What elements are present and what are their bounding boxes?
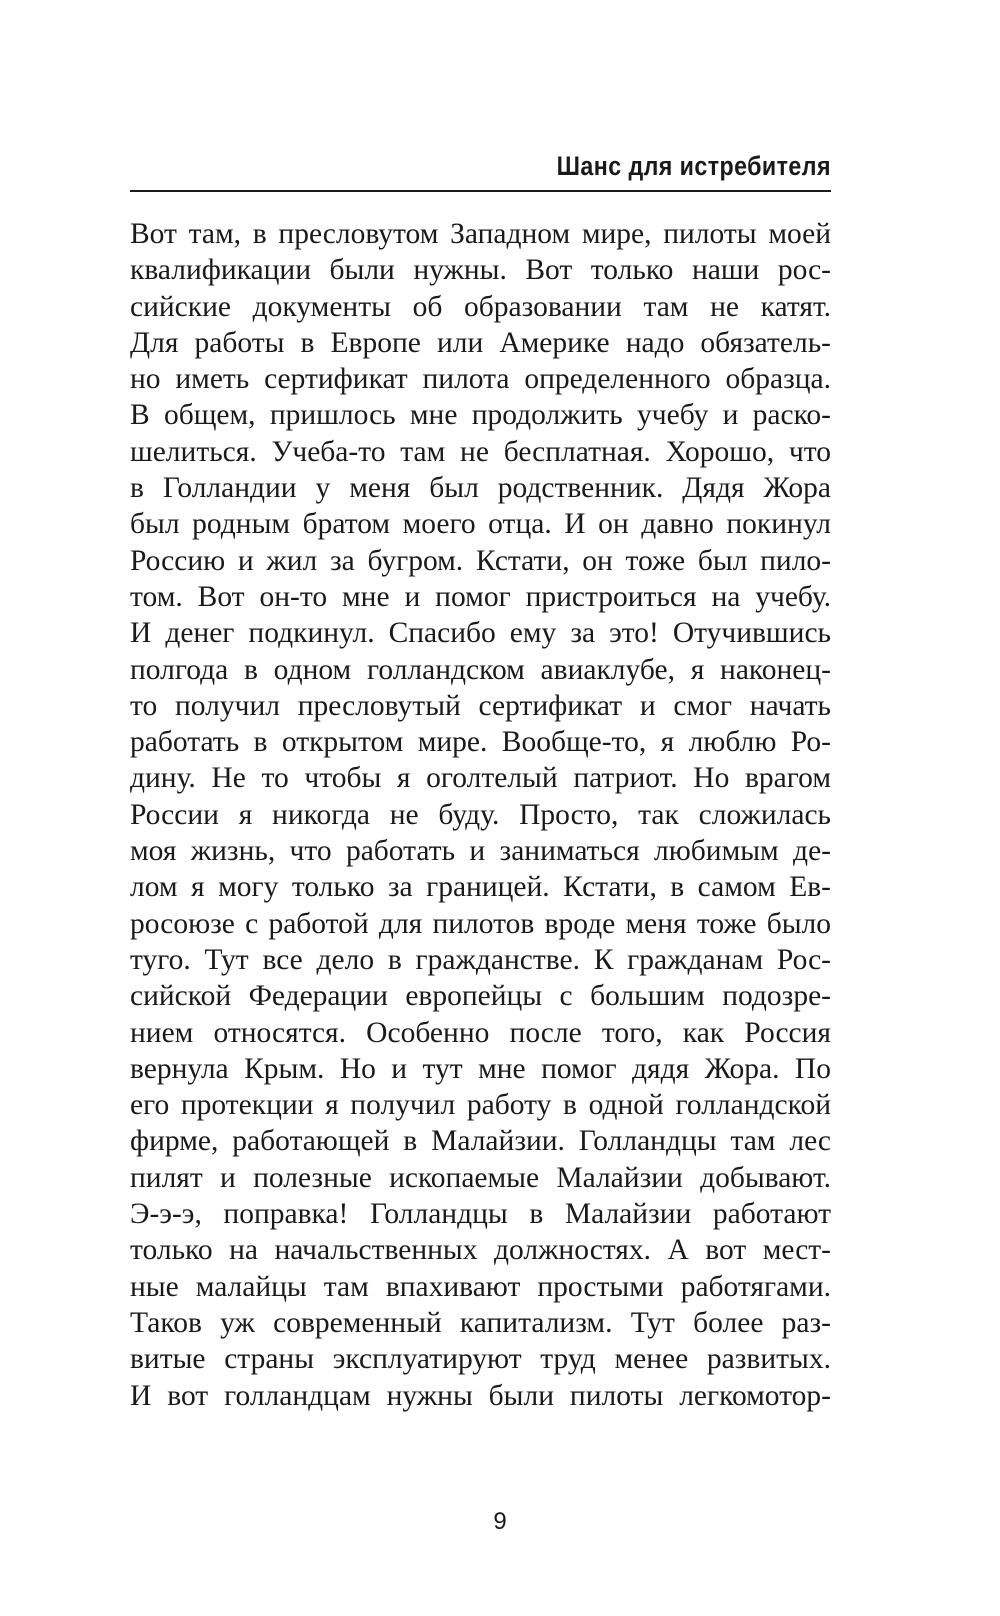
text-line: Россию и жил за бугром. Кстати, он тоже был пило- [130, 544, 831, 577]
text-line: Вот там, в пресловутом Западном мире, пилоты моей [130, 218, 831, 250]
text-line: туго. Тут все дело в гражданстве. К гражданам Рос- [130, 943, 831, 976]
text-line: В общем, пришлось мне продолжить учебу и раско- [130, 399, 831, 432]
page-number: 9 [493, 1508, 507, 1535]
text-line: то получил пресловутый сертификат и смог начать [130, 689, 831, 722]
text-line: но иметь сертификат пилота определенного образца. [130, 363, 831, 396]
text-line: Для работы в Европе или Америке надо обязатель- [130, 326, 831, 359]
text-line: фирме, работающей в Малайзии. Голландцы там лес [130, 1125, 831, 1158]
text-line: шелиться. Учеба-то там не бесплатная. Хорошо, что [130, 435, 831, 468]
text-line: И вот голландцам нужны были пилоты легкомотор- [130, 1379, 831, 1412]
text-line: вернула Крым. Но и тут мне помог дядя Жора. По [130, 1052, 831, 1085]
text-line: сийской Федерации европейцы с большим подозре- [130, 980, 831, 1013]
text-line: России я никогда не буду. Просто, так сложилась [130, 798, 831, 831]
text-line: квалификации были нужны. Вот только наши рос- [130, 254, 831, 287]
text-line: только на начальственных должностях. А вот мест- [130, 1234, 831, 1267]
text-line: пилят и полезные ископаемые Малайзии добывают. [130, 1161, 831, 1194]
text-line: ные малайцы там впахивают простыми работягами. [130, 1270, 831, 1303]
text-line: нием относятся. Особенно после того, как Россия [130, 1016, 831, 1049]
text-line: витые страны эксплуатируют труд менее развитых. [130, 1343, 831, 1376]
text-line: в Голландии у меня был родственник. Дядя Жора [130, 472, 831, 505]
text-line: моя жизнь, что работать и заниматься любимым де- [130, 835, 831, 868]
text-line: лом я могу только за границей. Кстати, в самом Ев- [130, 871, 831, 904]
text-line: полгода в одном голландском авиаклубе, я наконец- [130, 653, 831, 686]
text-line: Э-э-э, поправка! Голландцы в Малайзии работают [130, 1198, 831, 1231]
running-header-title: Шанс для истребителя [556, 151, 831, 181]
running-header [130, 146, 831, 192]
text-line: том. Вот он-то мне и помог пристроиться на учебу. [130, 580, 831, 613]
text-line: работать в открытом мире. Вообще-то, я люблю Ро- [130, 726, 831, 759]
body-text [130, 216, 831, 1414]
text-line: И денег подкинул. Спасибо ему за это! Отучившись [130, 617, 831, 650]
text-line: дину. Не то чтобы я оголтелый патриот. Но врагом [130, 762, 831, 795]
text-line: сийские документы об образовании там не катят. [130, 290, 831, 323]
text-line: Таков уж современный капитализм. Тут более раз- [130, 1306, 831, 1339]
text-line: росоюзе с работой для пилотов вроде меня тоже было [130, 907, 831, 940]
text-line: был родным братом моего отца. И он давно покинул [130, 508, 831, 541]
text-line: его протекции я получил работу в одной голландской [130, 1089, 831, 1122]
